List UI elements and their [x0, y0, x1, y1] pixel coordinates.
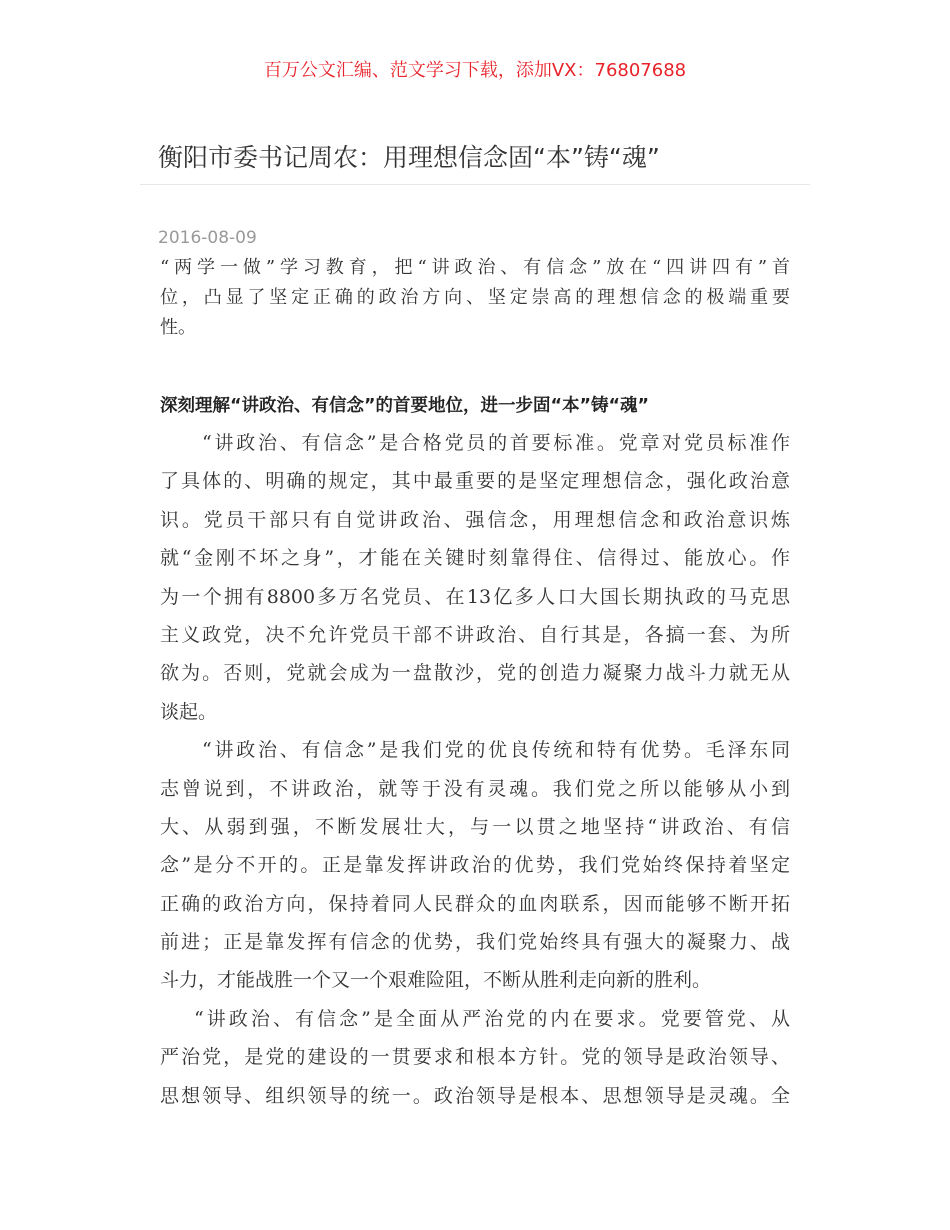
text-line: 斗力，才能战胜一个又一个艰难险阻，不断从胜利走向新的胜利。 — [160, 969, 712, 992]
title-divider — [140, 184, 810, 185]
text-line: 谈起。 — [160, 700, 218, 723]
text-line: 主义政党，决不允许党员干部不讲政治、自行其是，各搞一套、为所 — [160, 623, 790, 646]
text-line: 大、从弱到强，不断发展壮大，与一以贯之地坚持“讲政治、有信 — [160, 815, 790, 838]
text-line: “讲政治、有信念”是全面从严治党的内在要求。党要管党、从 — [194, 1007, 790, 1030]
text-line: 前进；正是靠发挥有信念的优势，我们党始终具有强大的凝聚力、战 — [160, 931, 790, 954]
text-line: 正确的政治方向，保持着同人民群众的血肉联系，因而能够不断开拓 — [160, 892, 790, 915]
text-line: 性。 — [160, 317, 196, 338]
promo-banner: 百万公文汇编、范文学习下载，添加VX：76807688 — [263, 60, 687, 81]
text-line: 就“金刚不坏之身”，才能在关键时刻靠得住、信得过、能放心。作 — [160, 547, 790, 570]
text-line: 识。党员干部只有自觉讲政治、强信念，用理想信念和政治意识炼 — [160, 508, 790, 531]
publish-date: 2016-08-09 — [158, 228, 257, 248]
text-line: 位，凸显了坚定正确的政治方向、坚定崇高的理想信念的极端重要 — [160, 287, 790, 308]
text-line: 欲为。否则，党就会成为一盘散沙，党的创造力凝聚力战斗力就无从 — [160, 662, 790, 685]
text-line: 思想领导、组织领导的统一。政治领导是根本、思想领导是灵魂。全 — [160, 1084, 790, 1107]
text-line: 为一个拥有8800多万名党员、在13亿多人口大国长期执政的马克思 — [160, 585, 790, 608]
text-line: 了具体的、明确的规定，其中最重要的是坚定理想信念，强化政治意 — [160, 470, 790, 493]
section-heading: 深刻理解“讲政治、有信念”的首要地位，进一步固“本”铸“魂” — [160, 396, 650, 416]
text-line: “讲政治、有信念”是我们党的优良传统和特有优势。毛泽东同 — [202, 739, 790, 762]
text-line: “两学一做”学习教育，把“讲政治、有信念”放在“四讲四有”首 — [160, 257, 790, 278]
article-body — [160, 424, 790, 1115]
text-line: 志曾说到，不讲政治，就等于没有灵魂。我们党之所以能够从小到 — [160, 777, 790, 800]
text-line: 念”是分不开的。正是靠发挥讲政治的优势，我们党始终保持着坚定 — [160, 854, 790, 877]
article-title: 衡阳市委书记周农：用理想信念固“本”铸“魂” — [158, 143, 660, 172]
text-line: 严治党，是党的建设的一贯要求和根本方针。党的领导是政治领导、 — [160, 1046, 790, 1069]
text-line: “讲政治、有信念”是合格党员的首要标准。党章对党员标准作 — [202, 432, 790, 454]
intro-paragraph — [160, 253, 790, 343]
